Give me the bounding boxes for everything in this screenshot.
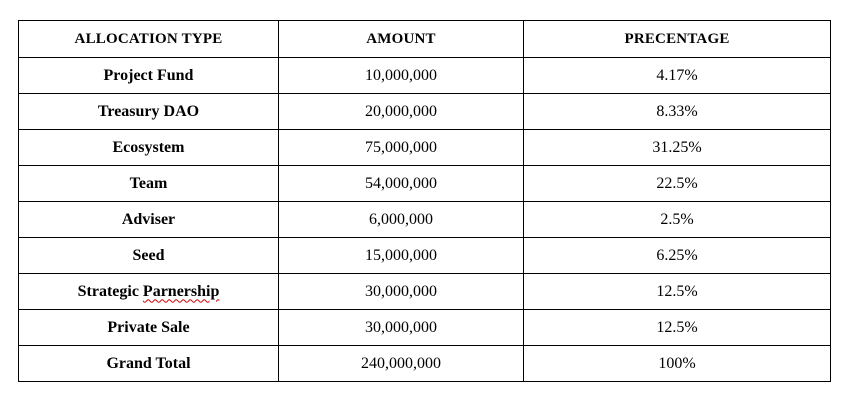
- grand-total-row: [19, 346, 831, 382]
- grand-total-percentage: 100%: [524, 346, 831, 382]
- grand-total-label: Grand Total: [19, 346, 279, 382]
- amount-cell: 30,000,000: [279, 310, 524, 346]
- percentage-cell: 4.17%: [524, 58, 831, 94]
- percentage-cell: 12.5%: [524, 274, 831, 310]
- percentage-cell: 6.25%: [524, 238, 831, 274]
- header-percentage: PRECENTAGE: [524, 21, 831, 58]
- amount-cell: 15,000,000: [279, 238, 524, 274]
- grand-total-amount: 240,000,000: [279, 346, 524, 382]
- amount-cell: 75,000,000: [279, 130, 524, 166]
- header-allocation-type: ALLOCATION TYPE: [19, 21, 279, 58]
- allocation-type-cell: Treasury DAO: [19, 94, 279, 130]
- table-row: [19, 274, 831, 310]
- table-header-row: [19, 21, 831, 58]
- amount-cell: 6,000,000: [279, 202, 524, 238]
- amount-cell: 54,000,000: [279, 166, 524, 202]
- allocation-type-cell: Adviser: [19, 202, 279, 238]
- allocation-type-cell: Private Sale: [19, 310, 279, 346]
- allocation-type-cell: Ecosystem: [19, 130, 279, 166]
- allocation-type-cell: [19, 274, 279, 310]
- amount-cell: 10,000,000: [279, 58, 524, 94]
- percentage-cell: 22.5%: [524, 166, 831, 202]
- table-row: [19, 58, 831, 94]
- allocation-type-cell: Seed: [19, 238, 279, 274]
- amount-cell: 20,000,000: [279, 94, 524, 130]
- percentage-cell: 2.5%: [524, 202, 831, 238]
- percentage-cell: 8.33%: [524, 94, 831, 130]
- allocation-type-cell: Project Fund: [19, 58, 279, 94]
- percentage-cell: 12.5%: [524, 310, 831, 346]
- percentage-cell: 31.25%: [524, 130, 831, 166]
- table-row: [19, 238, 831, 274]
- allocation-type-cell: Team: [19, 166, 279, 202]
- amount-cell: 30,000,000: [279, 274, 524, 310]
- allocation-type-label: Strategic: [77, 282, 143, 300]
- table-row: [19, 202, 831, 238]
- table-row: [19, 166, 831, 202]
- allocation-table: [18, 20, 831, 382]
- table-row: [19, 94, 831, 130]
- table-row: [19, 130, 831, 166]
- header-amount: AMOUNT: [279, 21, 524, 58]
- table-row: [19, 310, 831, 346]
- spellcheck-flagged-word[interactable]: Parnership: [142, 282, 220, 300]
